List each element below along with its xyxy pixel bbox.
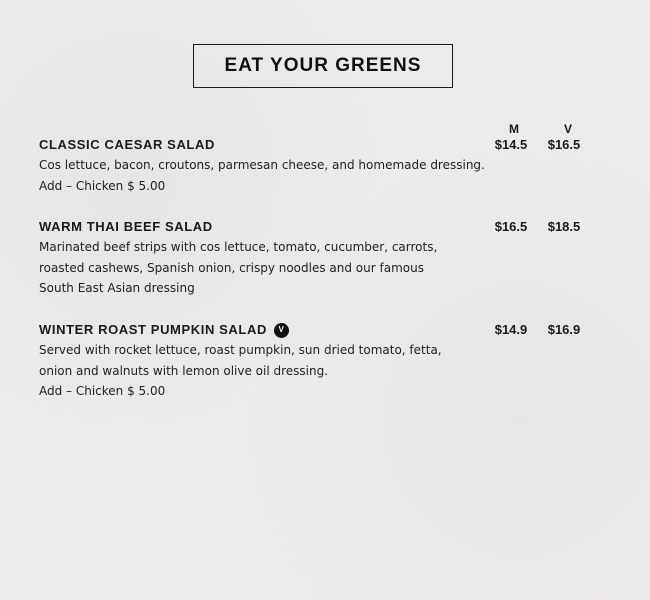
menu-item bbox=[39, 217, 599, 299]
item-addon-line: Add – Chicken $ 5.00 bbox=[39, 178, 166, 193]
column-header-m: M bbox=[509, 122, 519, 136]
item-description-line: onion and walnuts with lemon olive oil dressing. bbox=[39, 363, 329, 378]
section-title: EAT YOUR GREENS bbox=[224, 55, 422, 76]
price-m: $14.5 bbox=[494, 137, 528, 152]
menu-item bbox=[39, 135, 599, 196]
price-v: $16.9 bbox=[547, 322, 581, 337]
section-title-box bbox=[193, 44, 453, 88]
vegetarian-badge-icon: V bbox=[274, 323, 289, 338]
menu-item bbox=[39, 320, 599, 402]
price-v: $18.5 bbox=[547, 219, 581, 234]
price-m: $14.9 bbox=[494, 322, 528, 337]
column-header-v: V bbox=[563, 122, 572, 136]
item-description-line: Marinated beef strips with cos lettuce, tomato, cucumber, carrots, bbox=[39, 240, 438, 254]
price-v: $16.5 bbox=[547, 137, 581, 152]
price-m: $16.5 bbox=[494, 219, 528, 234]
item-name: WINTER ROAST PUMPKIN SALAD V bbox=[39, 320, 599, 340]
item-addon-line: Add – Chicken $ 5.00 bbox=[39, 384, 166, 398]
item-name: CLASSIC CAESAR SALAD bbox=[39, 137, 215, 152]
item-name: WARM THAI BEEF SALAD bbox=[39, 219, 213, 234]
item-description-line: roasted cashews, Spanish onion, crispy noodles and our famous bbox=[39, 260, 424, 275]
item-description-line: Cos lettuce, bacon, croutons, parmesan cheese, and homemade dressing. bbox=[39, 158, 485, 172]
item-description-line: South East Asian dressing bbox=[39, 281, 195, 295]
item-description-line: Served with rocket lettuce, roast pumpkin, sun dried tomato, fetta, bbox=[39, 343, 442, 357]
